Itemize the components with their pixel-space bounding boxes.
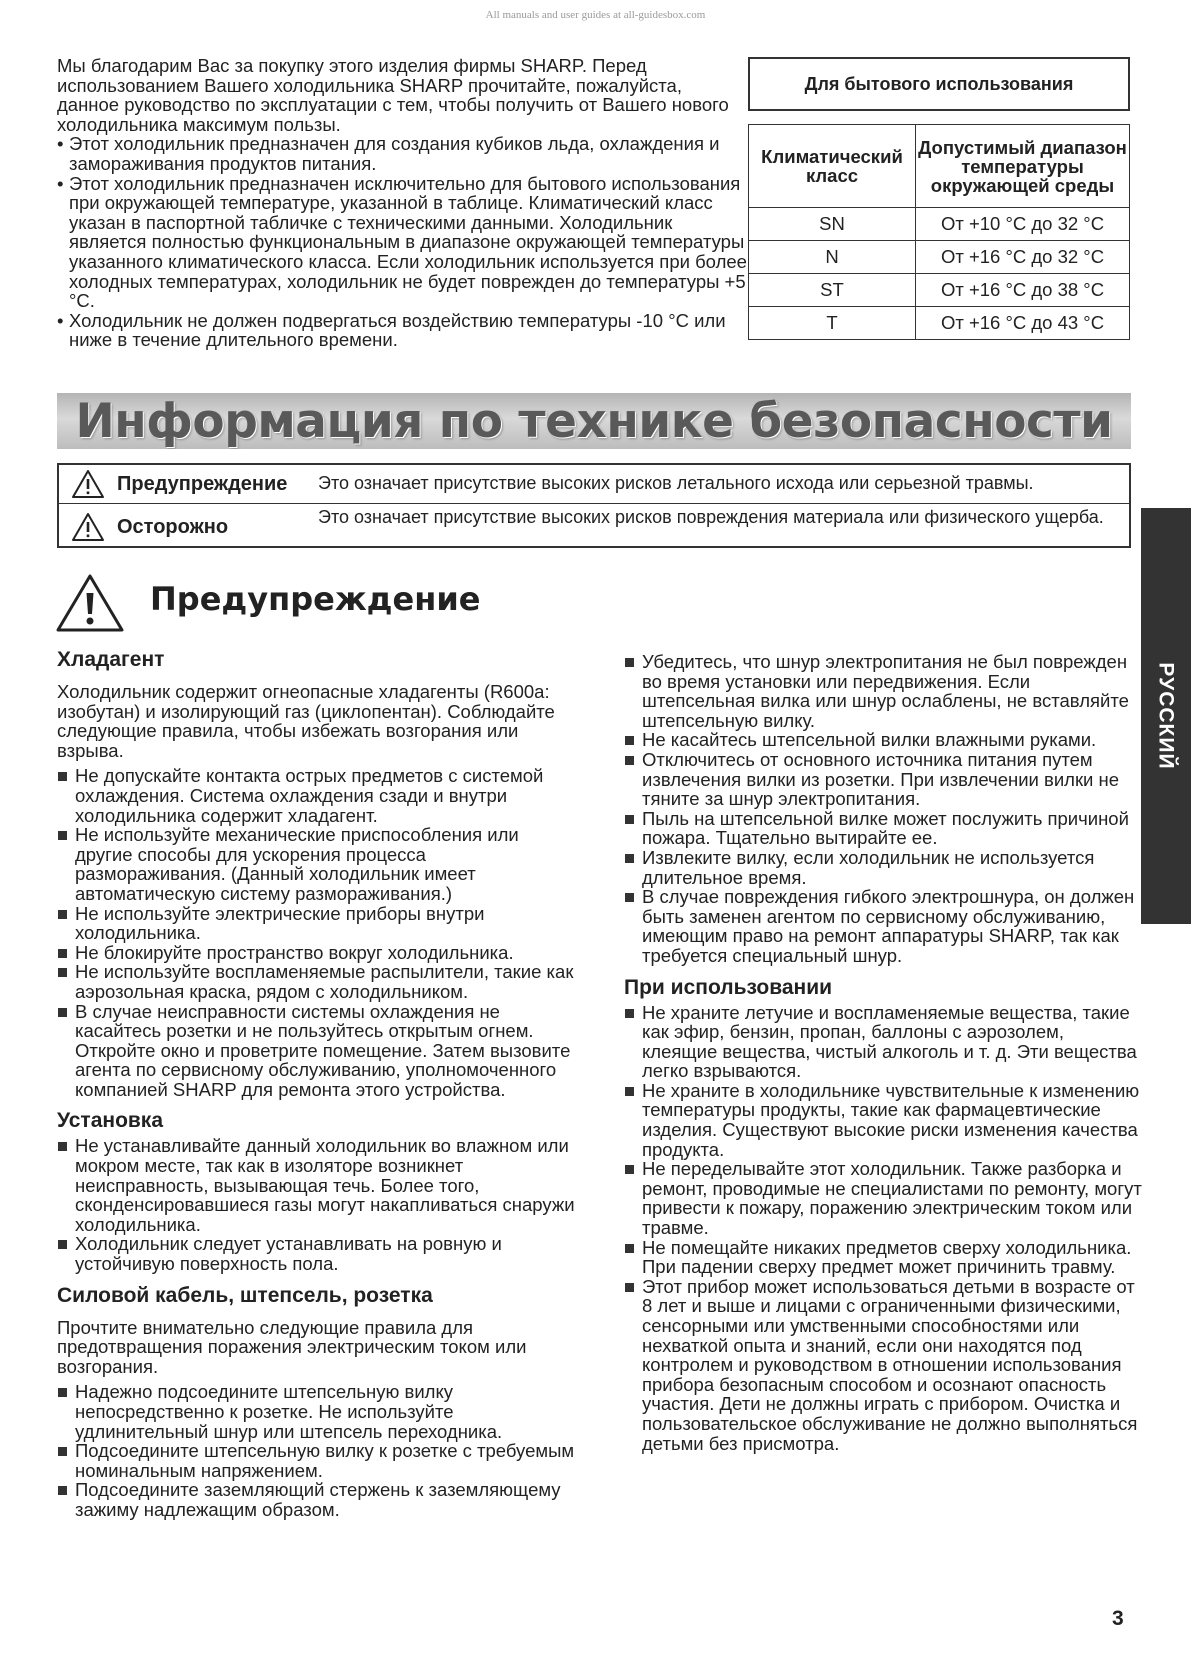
climate-class-header: Климатический класс — [749, 125, 916, 208]
section-title-power: Силовой кабель, штепсель, розетка — [57, 1283, 433, 1307]
list-item: Не касайтесь штепсельной вилки влажными руками. — [624, 730, 1144, 750]
legend-row-warning — [59, 465, 1129, 504]
list-item: Убедитесь, что шнур электропитания не был поврежден во время установки или передвижения. Если штепсельная вилка или шнур ослаблены, не вставляйте штепсельную вилку. — [624, 652, 1144, 730]
list-item: Подсоедините заземляющий стержень к заземляющему зажиму надлежащим образом. — [57, 1480, 577, 1519]
temperature-range-header: Допустимый диапазон температуры окружающей среды — [916, 125, 1130, 208]
intro-section — [57, 56, 747, 350]
list-item: Не допускайте контакта острых предметов с системой охлаждения. Система охлаждения сзади и внутри холодильника содержит хладагент. — [57, 766, 577, 825]
caution-triangle-icon — [71, 512, 105, 542]
list-item: В случае неисправности системы охлаждения не касайтесь розетки и не пользуйтесь открытым огнем. Откройте окно и проветрите помещение. Затем вызовите агента по сервисному обслуживанию, уполномоченного компанией SHARP для ремонта этого устройства. — [57, 1002, 577, 1100]
legend-description: Это означает присутствие высоких рисков летального исхода или серьезной травмы. — [318, 473, 1034, 493]
household-use-box — [748, 57, 1130, 111]
warning-triangle-icon — [71, 469, 105, 499]
usage-list — [624, 1003, 1144, 1454]
list-item: Холодильник следует устанавливать на ровную и устойчивую поверхность пола. — [57, 1234, 577, 1273]
climate-class-cell: ST — [749, 274, 916, 307]
list-item: Этот прибор может использоваться детьми в возрасте от 8 лет и выше и лицами с ограниченными физическими, сенсорными или умственными способностями или нехваткой опыта и знаний, если они находятся под контролем и руководством в отношении использования прибора безопасным способом и осознают опасность участия. Дети не должны играть с прибором. Очистка и пользовательское обслуживание не должно выполняться детьми без присмотра. — [624, 1277, 1144, 1453]
climate-class-cell: SN — [749, 208, 916, 241]
list-item: Отключитесь от основного источника питания путем извлечения вилки из розетки. При извлечении вилки не тяните за шнур электропитания. — [624, 750, 1144, 809]
section-title-usage: При использовании — [624, 975, 833, 999]
list-item: Не устанавливайте данный холодильник во влажном или мокром месте, так как в изоляторе возникнет неисправность, вызывающая течь. Более того, сконденсировавшиеся газы могут накапливаться снаружи холодильника. — [57, 1136, 577, 1234]
list-item: Извлеките вилку, если холодильник не используется длительное время. — [624, 848, 1144, 887]
legend-description: Это означает присутствие высоких рисков повреждения материала или физического ущерба. — [318, 507, 1104, 527]
list-item: Не помещайте никаких предметов сверху холодильника. При падении сверху предмет может причинить травму. — [624, 1238, 1144, 1277]
list-item: Не переделывайте этот холодильник. Также разборка и ремонт, проводимые не специалистами по ремонту, могут привести к пожару, поражению электрическим током или травме. — [624, 1159, 1144, 1237]
refrigerant-intro: Холодильник содержит огнеопасные хладагенты (R600a: изобутан) и изолирующий газ (циклопентан). Соблюдайте следующие правила, чтобы избежать возгорания или взрыва. — [57, 681, 555, 761]
list-item: Не используйте воспламеняемые распылители, такие как аэрозольная краска, рядом с холодильником. — [57, 962, 577, 1001]
temperature-range-cell: От +10 °C до 32 °C — [916, 208, 1130, 241]
power-continued-list — [624, 652, 1144, 966]
table-row — [749, 208, 1130, 241]
household-use-label: Для бытового использования — [804, 73, 1074, 94]
temperature-range-cell: От +16 °C до 32 °C — [916, 241, 1130, 274]
hazard-legend-box — [57, 463, 1131, 548]
list-item: Не храните в холодильнике чувствительные к изменению температуры продукты, такие как фармацевтические изделия. Существуют высокие риски изменения качества продукта. — [624, 1081, 1144, 1159]
list-item: Пыль на штепсельной вилке может послужить причиной пожара. Тщательно вытирайте ее. — [624, 809, 1144, 848]
temperature-range-cell: От +16 °C до 43 °C — [916, 307, 1130, 340]
temperature-range-cell: От +16 °C до 38 °C — [916, 274, 1130, 307]
list-item: Не блокируйте пространство вокруг холодильника. — [57, 943, 577, 963]
language-side-tab — [1141, 508, 1191, 924]
table-row — [749, 274, 1130, 307]
table-header-row — [749, 125, 1130, 208]
climate-class-cell: T — [749, 307, 916, 340]
safety-info-title: Информация по технике безопасности — [75, 393, 1113, 449]
list-item: Не используйте механические приспособления или другие способы для ускорения процесса размораживания. (Данный холодильник имеет автоматическую систему размораживания.) — [57, 825, 577, 903]
power-intro: Прочтите внимательно следующие правила для предотвращения поражения электрическим током или возгорания. — [57, 1316, 527, 1377]
list-item: Подсоедините штепсельную вилку к розетке с требуемым номинальным напряжением. — [57, 1441, 577, 1480]
list-item: В случае повреждения гибкого электрошнура, он должен быть заменен агентом по сервисному обслуживанию, имеющим право на ремонт аппаратуры SHARP, так как требуется специальный шнур. — [624, 887, 1144, 965]
left-column — [57, 648, 577, 1520]
warning-large-icon — [55, 573, 125, 633]
watermark: All manuals and user guides at all-guidesbox.com — [485, 9, 706, 21]
list-item: Надежно подсоедините штепсельную вилку непосредственно к розетке. Не используйте удлинительный шнур или штепсель переходника. — [57, 1382, 577, 1441]
climate-class-cell: N — [749, 241, 916, 274]
legend-term: Осторожно — [117, 516, 229, 538]
list-item: Не используйте электрические приборы внутри холодильника. — [57, 904, 577, 943]
power-list — [57, 1382, 577, 1519]
intro-paragraph: Мы благодарим Вас за покупку этого изделия фирмы SHARP. Перед использованием Вашего холодильника SHARP прочитайте, пожалуйста, данное руководство по эксплуатации с тем, чтобы получить от Вашего нового холодильника максимум пользы. — [57, 55, 729, 135]
list-item: Не храните летучие и воспламеняемые вещества, такие как эфир, бензин, пропан, баллоны с аэрозолем, клеящие вещества, чистый алкоголь и т. д. Эти вещества легко взрываются. — [624, 1003, 1144, 1081]
table-row — [749, 241, 1130, 274]
page-number: 3 — [1112, 1607, 1124, 1630]
right-column — [624, 652, 1144, 1453]
legend-row-caution — [59, 504, 1129, 548]
safety-info-banner — [57, 393, 1131, 449]
intro-bullet: • Этот холодильник предназначен исключительно для бытового использования при окружающей температуре, указанной в таблице. Климатический класс указан в паспортной табличке с техническими данными. Холодильник является полностью функциональным в диапазоне окружающей температуры указанного климатического класса. Если холодильник используется при более холодных температурах, холодильник не будет поврежден до температуры +5 °C. — [57, 174, 747, 311]
intro-bullet-list — [57, 134, 747, 350]
warning-section-title: Предупреждение — [150, 580, 481, 618]
intro-bullet: • Этот холодильник предназначен для создания кубиков льда, охлаждения и замораживания продуктов питания. — [57, 134, 747, 173]
installation-list — [57, 1136, 577, 1273]
language-label: РУССКИЙ — [1155, 662, 1179, 770]
table-row — [749, 307, 1130, 340]
legend-term: Предупреждение — [117, 473, 288, 495]
intro-bullet: • Холодильник не должен подвергаться воздействию температуры -10 °C или ниже в течение длительного времени. — [57, 311, 747, 350]
climate-class-table — [748, 124, 1130, 340]
section-title-refrigerant: Хладагент — [57, 648, 165, 671]
refrigerant-list — [57, 766, 577, 1099]
section-title-installation: Установка — [57, 1109, 163, 1133]
